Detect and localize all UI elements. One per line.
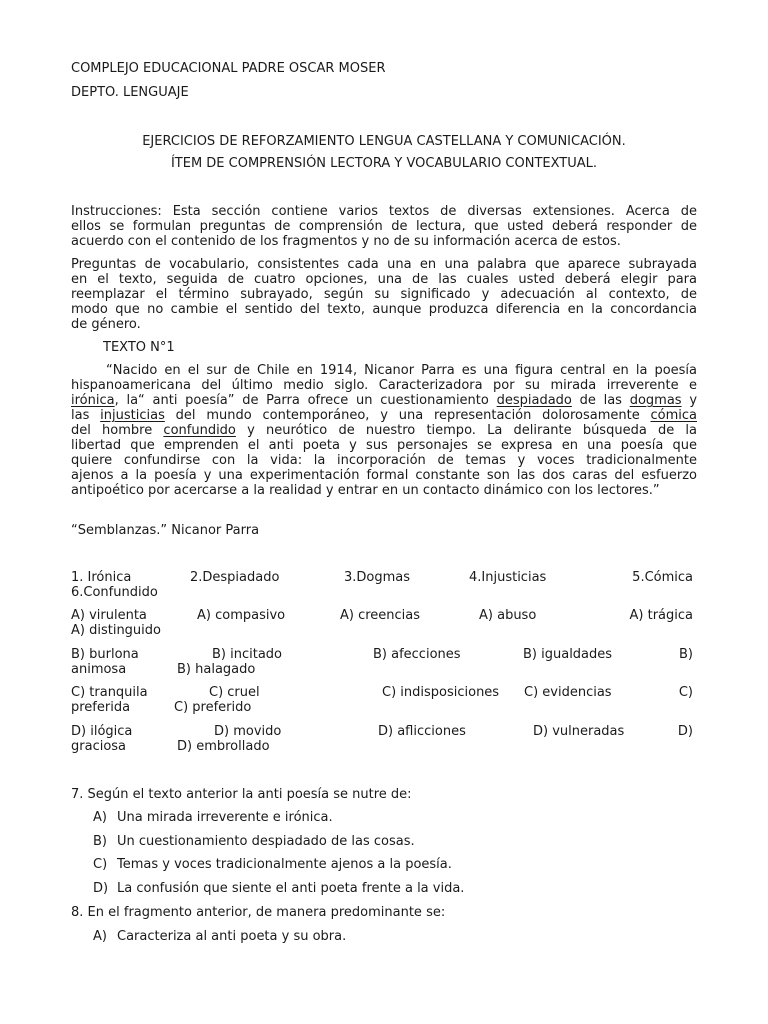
vocab-header: 4.Injusticias xyxy=(469,570,547,585)
question-7-option-b xyxy=(93,834,415,849)
vocab-option: A) virulenta xyxy=(71,608,147,623)
question-7-option-d xyxy=(93,881,464,896)
text-line: en el texto, seguida de cuatro opciones, una de las cuales usted deberá elegir para xyxy=(71,272,697,287)
vocab-option: D) movido xyxy=(214,724,282,739)
text-line: Preguntas de vocabulario, consistentes cada una en una palabra que aparece subrayada xyxy=(71,257,697,272)
option-letter: A) xyxy=(93,929,107,944)
option-letter: B) xyxy=(93,834,107,849)
text-line: hispanoamericana del último medio siglo. Caracterizadora por su mirada irreverente e xyxy=(71,378,697,393)
underlined-word: confundido xyxy=(163,423,236,438)
school-name: COMPLEJO EDUCACIONAL PADRE OSCAR MOSER xyxy=(71,61,386,76)
texto-paragraph xyxy=(71,363,697,498)
text-line: “Nacido en el sur de Chile en 1914, Nicanor Parra es una figura central en la poesía xyxy=(106,363,697,378)
vocab-header: 1. Irónica xyxy=(71,570,132,585)
vocab-row-d xyxy=(71,724,697,739)
vocab-option: C) evidencias xyxy=(524,685,612,700)
text-line: reemplazar el término subrayado, según su significado y adecuación al contexto, de xyxy=(71,287,697,302)
vocab-option: graciosa xyxy=(71,739,127,754)
vocab-option: D) ilógica xyxy=(71,724,133,739)
vocab-option: C) xyxy=(678,685,693,700)
option-text: Una mirada irreverente e irónica. xyxy=(117,810,333,825)
vocab-option: A) distinguido xyxy=(71,623,161,638)
vocab-option: A) compasivo xyxy=(197,608,286,623)
question-8: 8. En el fragmento anterior, de manera predominante se: xyxy=(71,905,446,920)
texto-source: “Semblanzas.” Nicanor Parra xyxy=(71,523,260,538)
text-line: ajenos a la poesía y una experimentación formal constante son las dos caras del esfuerzo xyxy=(71,468,697,483)
vocab-option: D) aflicciones xyxy=(378,724,466,739)
text-line: Instrucciones: Esta sección contiene varios textos de diversas extensiones. Acerca de xyxy=(71,204,697,219)
vocab-option: B) afecciones xyxy=(373,647,461,662)
vocab-option: B) halagado xyxy=(177,662,256,677)
option-text: Un cuestionamiento despiadado de las cosas. xyxy=(117,834,415,849)
question-7-option-c xyxy=(93,857,452,872)
text-line: las injusticias del mundo contemporáneo, y una representación dolorosamente cómica xyxy=(71,408,698,423)
texto-label: TEXTO N°1 xyxy=(103,340,175,355)
vocab-row-b xyxy=(71,647,697,662)
vocab-header: 3.Dogmas xyxy=(344,570,411,585)
text-line: libertad que emprenden el anti poeta y sus personajes se expresa en una poesía que xyxy=(71,438,697,453)
title-line-1: EJERCICIOS DE REFORZAMIENTO LENGUA CASTELLANA Y COMUNICACIÓN. xyxy=(142,134,626,149)
option-letter: A) xyxy=(93,810,107,825)
text-line: modo que no cambie el sentido del texto, aunque produzca diferencia en la concordancia xyxy=(71,302,697,317)
instructions-paragraph-1 xyxy=(71,204,697,249)
text-line: acuerdo con el contenido de los fragmentos y no de su información acerca de estos. xyxy=(71,234,621,249)
text-line: antipoético por acercarse a la realidad y entrar en un contacto dinámico con los lectores.” xyxy=(71,483,660,498)
option-letter: C) xyxy=(93,857,108,872)
vocab-option: C) cruel xyxy=(209,685,260,700)
underlined-word: despiadado xyxy=(496,393,572,408)
question-7: 7. Según el texto anterior la anti poesía se nutre de: xyxy=(71,787,412,802)
option-text: Caracteriza al anti poeta y su obra. xyxy=(117,929,347,944)
department: DEPTO. LENGUAJE xyxy=(71,85,189,100)
vocab-row-a xyxy=(71,608,697,623)
text-line: irónica, la“ anti poesía” de Parra ofrece un cuestionamiento despiadado de las dogmas y xyxy=(71,393,698,408)
option-letter: D) xyxy=(93,881,109,896)
underlined-word: dogmas xyxy=(629,393,682,408)
question-7-option-a xyxy=(93,810,333,825)
underlined-word: injusticias xyxy=(100,408,165,423)
text-line: de género. xyxy=(71,317,141,332)
vocab-option: B) xyxy=(679,647,693,662)
vocab-option: D) embrollado xyxy=(177,739,270,754)
underlined-word: irónica xyxy=(71,393,115,408)
vocab-row-c xyxy=(71,685,697,700)
text-line: ellos se formulan preguntas de comprensión de lectura, que usted deberá responder de xyxy=(71,219,697,234)
vocab-option: A) creencias xyxy=(340,608,421,623)
vocab-option: animosa xyxy=(71,662,127,677)
vocab-header: 5.Cómica xyxy=(632,570,693,585)
vocab-option: C) tranquila xyxy=(71,685,148,700)
instructions-paragraph-2 xyxy=(71,257,697,332)
vocab-option: C) indisposiciones xyxy=(382,685,500,700)
text-line: quiere confundirse con la vida: la incorporación de temas y voces tradicionalmente xyxy=(71,453,697,468)
title-line-2: ÍTEM DE COMPRENSIÓN LECTORA Y VOCABULARIO CONTEXTUAL. xyxy=(170,156,598,171)
vocab-option: D) vulneradas xyxy=(533,724,625,739)
vocab-option: C) preferido xyxy=(174,700,252,715)
vocab-header: 6.Confundido xyxy=(71,585,158,600)
vocab-option: D) xyxy=(677,724,693,739)
text-line: del hombre confundido y neurótico de nuestro tiempo. La delirante búsqueda de la xyxy=(71,423,697,438)
vocab-header-row xyxy=(71,570,697,585)
underlined-word: cómica xyxy=(650,408,698,423)
option-text: Temas y voces tradicionalmente ajenos a la poesía. xyxy=(117,857,452,872)
question-8-option-a xyxy=(93,929,346,944)
option-text: La confusión que siente el anti poeta frente a la vida. xyxy=(117,881,465,896)
vocab-option: B) igualdades xyxy=(523,647,613,662)
vocab-option: A) abuso xyxy=(479,608,537,623)
vocab-option: A) trágica xyxy=(629,608,693,623)
vocab-option: B) burlona xyxy=(71,647,139,662)
vocab-option: preferida xyxy=(71,700,131,715)
vocab-option: B) incitado xyxy=(212,647,283,662)
vocab-header: 2.Despiadado xyxy=(190,570,280,585)
